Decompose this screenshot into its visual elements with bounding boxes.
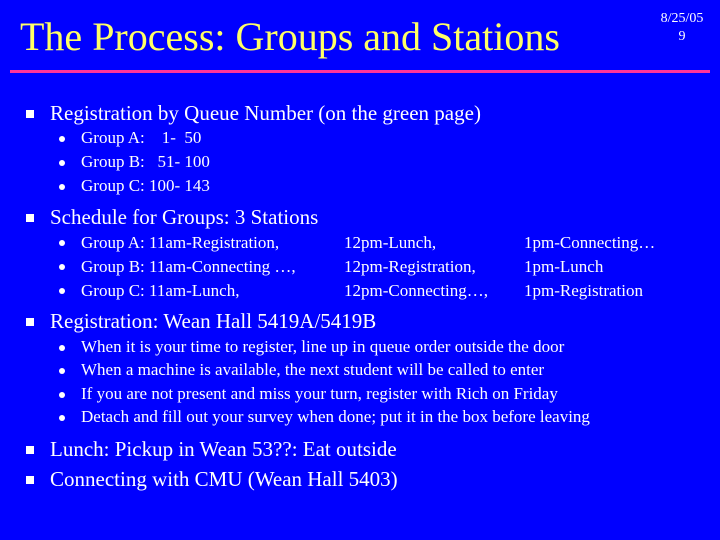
list-item: Detach and fill out your survey when done; put it in the box before leaving xyxy=(81,406,590,428)
section-lunch: Lunch: Pickup in Wean 53??: Eat outside xyxy=(50,436,397,462)
round-bullet-icon xyxy=(59,392,65,398)
square-bullet-icon xyxy=(26,476,34,484)
list-item: Group A: 1- 50 xyxy=(81,127,201,149)
slide-title: The Process: Groups and Stations xyxy=(20,14,560,59)
list-item: If you are not present and miss your turn, register with Rich on Friday xyxy=(81,383,558,405)
round-bullet-icon xyxy=(59,240,65,246)
round-bullet-icon xyxy=(59,160,65,166)
round-bullet-icon xyxy=(59,345,65,351)
round-bullet-icon xyxy=(59,288,65,294)
list-item: When a machine is available, the next student will be called to enter xyxy=(81,359,544,381)
list-item: Group B: 51- 100 xyxy=(81,151,210,173)
round-bullet-icon xyxy=(59,415,65,421)
section-schedule: Schedule for Groups: 3 Stations xyxy=(50,204,318,230)
round-bullet-icon xyxy=(59,264,65,270)
square-bullet-icon xyxy=(26,214,34,222)
round-bullet-icon xyxy=(59,136,65,142)
section-registration-queue: Registration by Queue Number (on the green page) xyxy=(50,100,481,126)
title-underline xyxy=(10,70,710,73)
list-item: When it is your time to register, line up in queue order outside the door xyxy=(81,336,564,358)
list-item: Group C: 100- 143 xyxy=(81,175,210,197)
square-bullet-icon xyxy=(26,318,34,326)
square-bullet-icon xyxy=(26,446,34,454)
section-registration-location: Registration: Wean Hall 5419A/5419B xyxy=(50,308,376,334)
slide-date-block xyxy=(652,10,712,46)
slide-date: 8/25/05 xyxy=(660,11,704,26)
square-bullet-icon xyxy=(26,110,34,118)
section-connecting: Connecting with CMU (Wean Hall 5403) xyxy=(50,466,398,492)
round-bullet-icon xyxy=(59,184,65,190)
slide-page-number: 9 xyxy=(678,29,686,44)
round-bullet-icon xyxy=(59,368,65,374)
